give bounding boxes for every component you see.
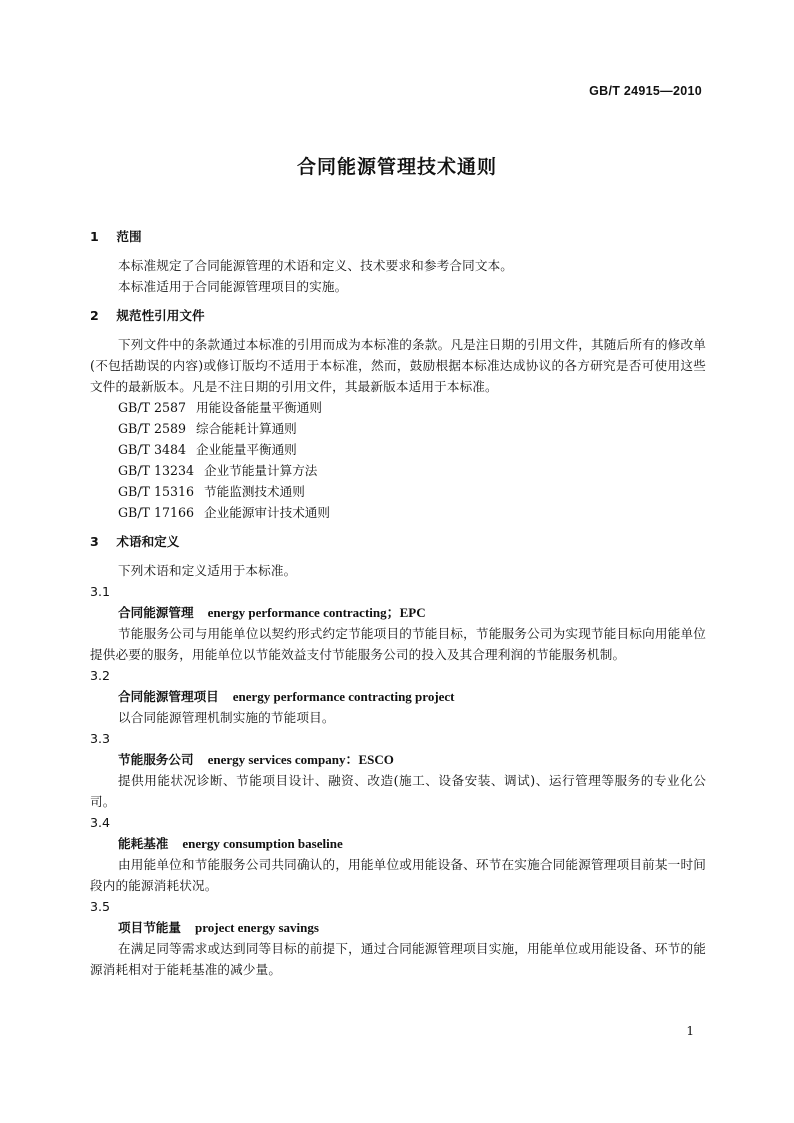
reference-name: 节能监测技术通则 [204, 484, 305, 499]
term-entry [90, 602, 706, 623]
document-title: 合同能源管理技术通则 [296, 156, 497, 178]
clause-number: 3.3 [90, 731, 111, 746]
section-heading-terms-and-definitions [90, 531, 706, 552]
term-entry [90, 833, 706, 854]
term-entry [90, 686, 706, 707]
clause-number: 3.1 [90, 584, 111, 599]
term-definition: 以合同能源管理机制实施的节能项目。 [118, 710, 335, 725]
reference-code: GB/T 2587 [118, 400, 187, 415]
reference-item [90, 418, 706, 439]
term-entry [90, 749, 706, 770]
clause-number: 3.5 [90, 899, 111, 914]
term-english: energy consumption baseline [182, 836, 343, 851]
reference-item [90, 502, 706, 523]
section-number: 2 [90, 308, 99, 323]
term-english: project energy savings [194, 920, 319, 935]
reference-name: 综合能耗计算通则 [196, 421, 297, 436]
reference-item [90, 460, 706, 481]
term-definition: 由用能单位和节能服务公司共同确认的，用能单位或用能设备、环节在实施合同能源管理项目前某一时间段内的能源消耗状况。 [90, 857, 706, 893]
reference-code: GB/T 3484 [118, 442, 187, 457]
section-title: 范围 [116, 229, 142, 244]
term-english: energy services company：ESCO [207, 752, 394, 767]
page-number: 1 [686, 1024, 694, 1038]
term-entry [90, 917, 706, 938]
paragraph: 本标准规定了合同能源管理的术语和定义、技术要求和参考合同文本。 [118, 258, 514, 273]
term-english: energy performance contracting；EPC [207, 605, 426, 620]
clause-number: 3.4 [90, 815, 111, 830]
paragraph: 下列文件中的条款通过本标准的引用而成为本标准的条款。凡是注日期的引用文件，其随后所有的修改单(不包括勘误的内容)或修订版均不适用于本标准，然而，鼓励根据本标准达成协议的各方研究是否可使用这些文件的最新版本。凡是不注日期的引用文件，其最新版本适用于本标准。 [90, 337, 706, 394]
reference-code: GB/T 17166 [118, 505, 195, 520]
reference-item [90, 481, 706, 502]
term-definition: 在满足同等需求或达到同等目标的前提下，通过合同能源管理项目实施，用能单位或用能设备、环节的能源消耗相对于能耗基准的减少量。 [90, 941, 706, 977]
term-chinese: 合同能源管理项目 [118, 689, 219, 704]
section-number: 1 [90, 229, 99, 244]
term-chinese: 能耗基准 [118, 836, 169, 851]
term-english: energy performance contracting project [232, 689, 455, 704]
term-definition: 节能服务公司与用能单位以契约形式约定节能项目的节能目标，节能服务公司为实现节能目标向用能单位提供必要的服务，用能单位以节能效益支付节能服务公司的投入及其合理利润的节能服务机制。 [90, 626, 706, 662]
reference-code: GB/T 13234 [118, 463, 195, 478]
reference-name: 企业节能量计算方法 [204, 463, 318, 478]
section-title: 术语和定义 [116, 534, 180, 549]
term-definition: 提供用能状况诊断、节能项目设计、融资、改造(施工、设备安装、调试)、运行管理等服务的专业化公司。 [90, 773, 706, 809]
reference-item [90, 397, 706, 418]
reference-item [90, 439, 706, 460]
term-chinese: 合同能源管理 [118, 605, 194, 620]
document-body [90, 226, 706, 980]
section-title: 规范性引用文件 [116, 308, 205, 323]
term-chinese: 项目节能量 [118, 920, 181, 935]
section-number: 3 [90, 534, 99, 549]
paragraph: 本标准适用于合同能源管理项目的实施。 [118, 279, 348, 294]
reference-name: 企业能源审计技术通则 [204, 505, 330, 520]
reference-code: GB/T 15316 [118, 484, 195, 499]
reference-name: 用能设备能量平衡通则 [196, 400, 322, 415]
reference-code: GB/T 2589 [118, 421, 187, 436]
section-heading-scope [90, 226, 706, 247]
paragraph: 下列术语和定义适用于本标准。 [118, 563, 297, 578]
section-heading-normative-references [90, 305, 706, 326]
reference-name: 企业能量平衡通则 [196, 442, 297, 457]
standard-code: GB/T 24915—2010 [589, 84, 702, 98]
term-chinese: 节能服务公司 [118, 752, 194, 767]
clause-number: 3.2 [90, 668, 111, 683]
